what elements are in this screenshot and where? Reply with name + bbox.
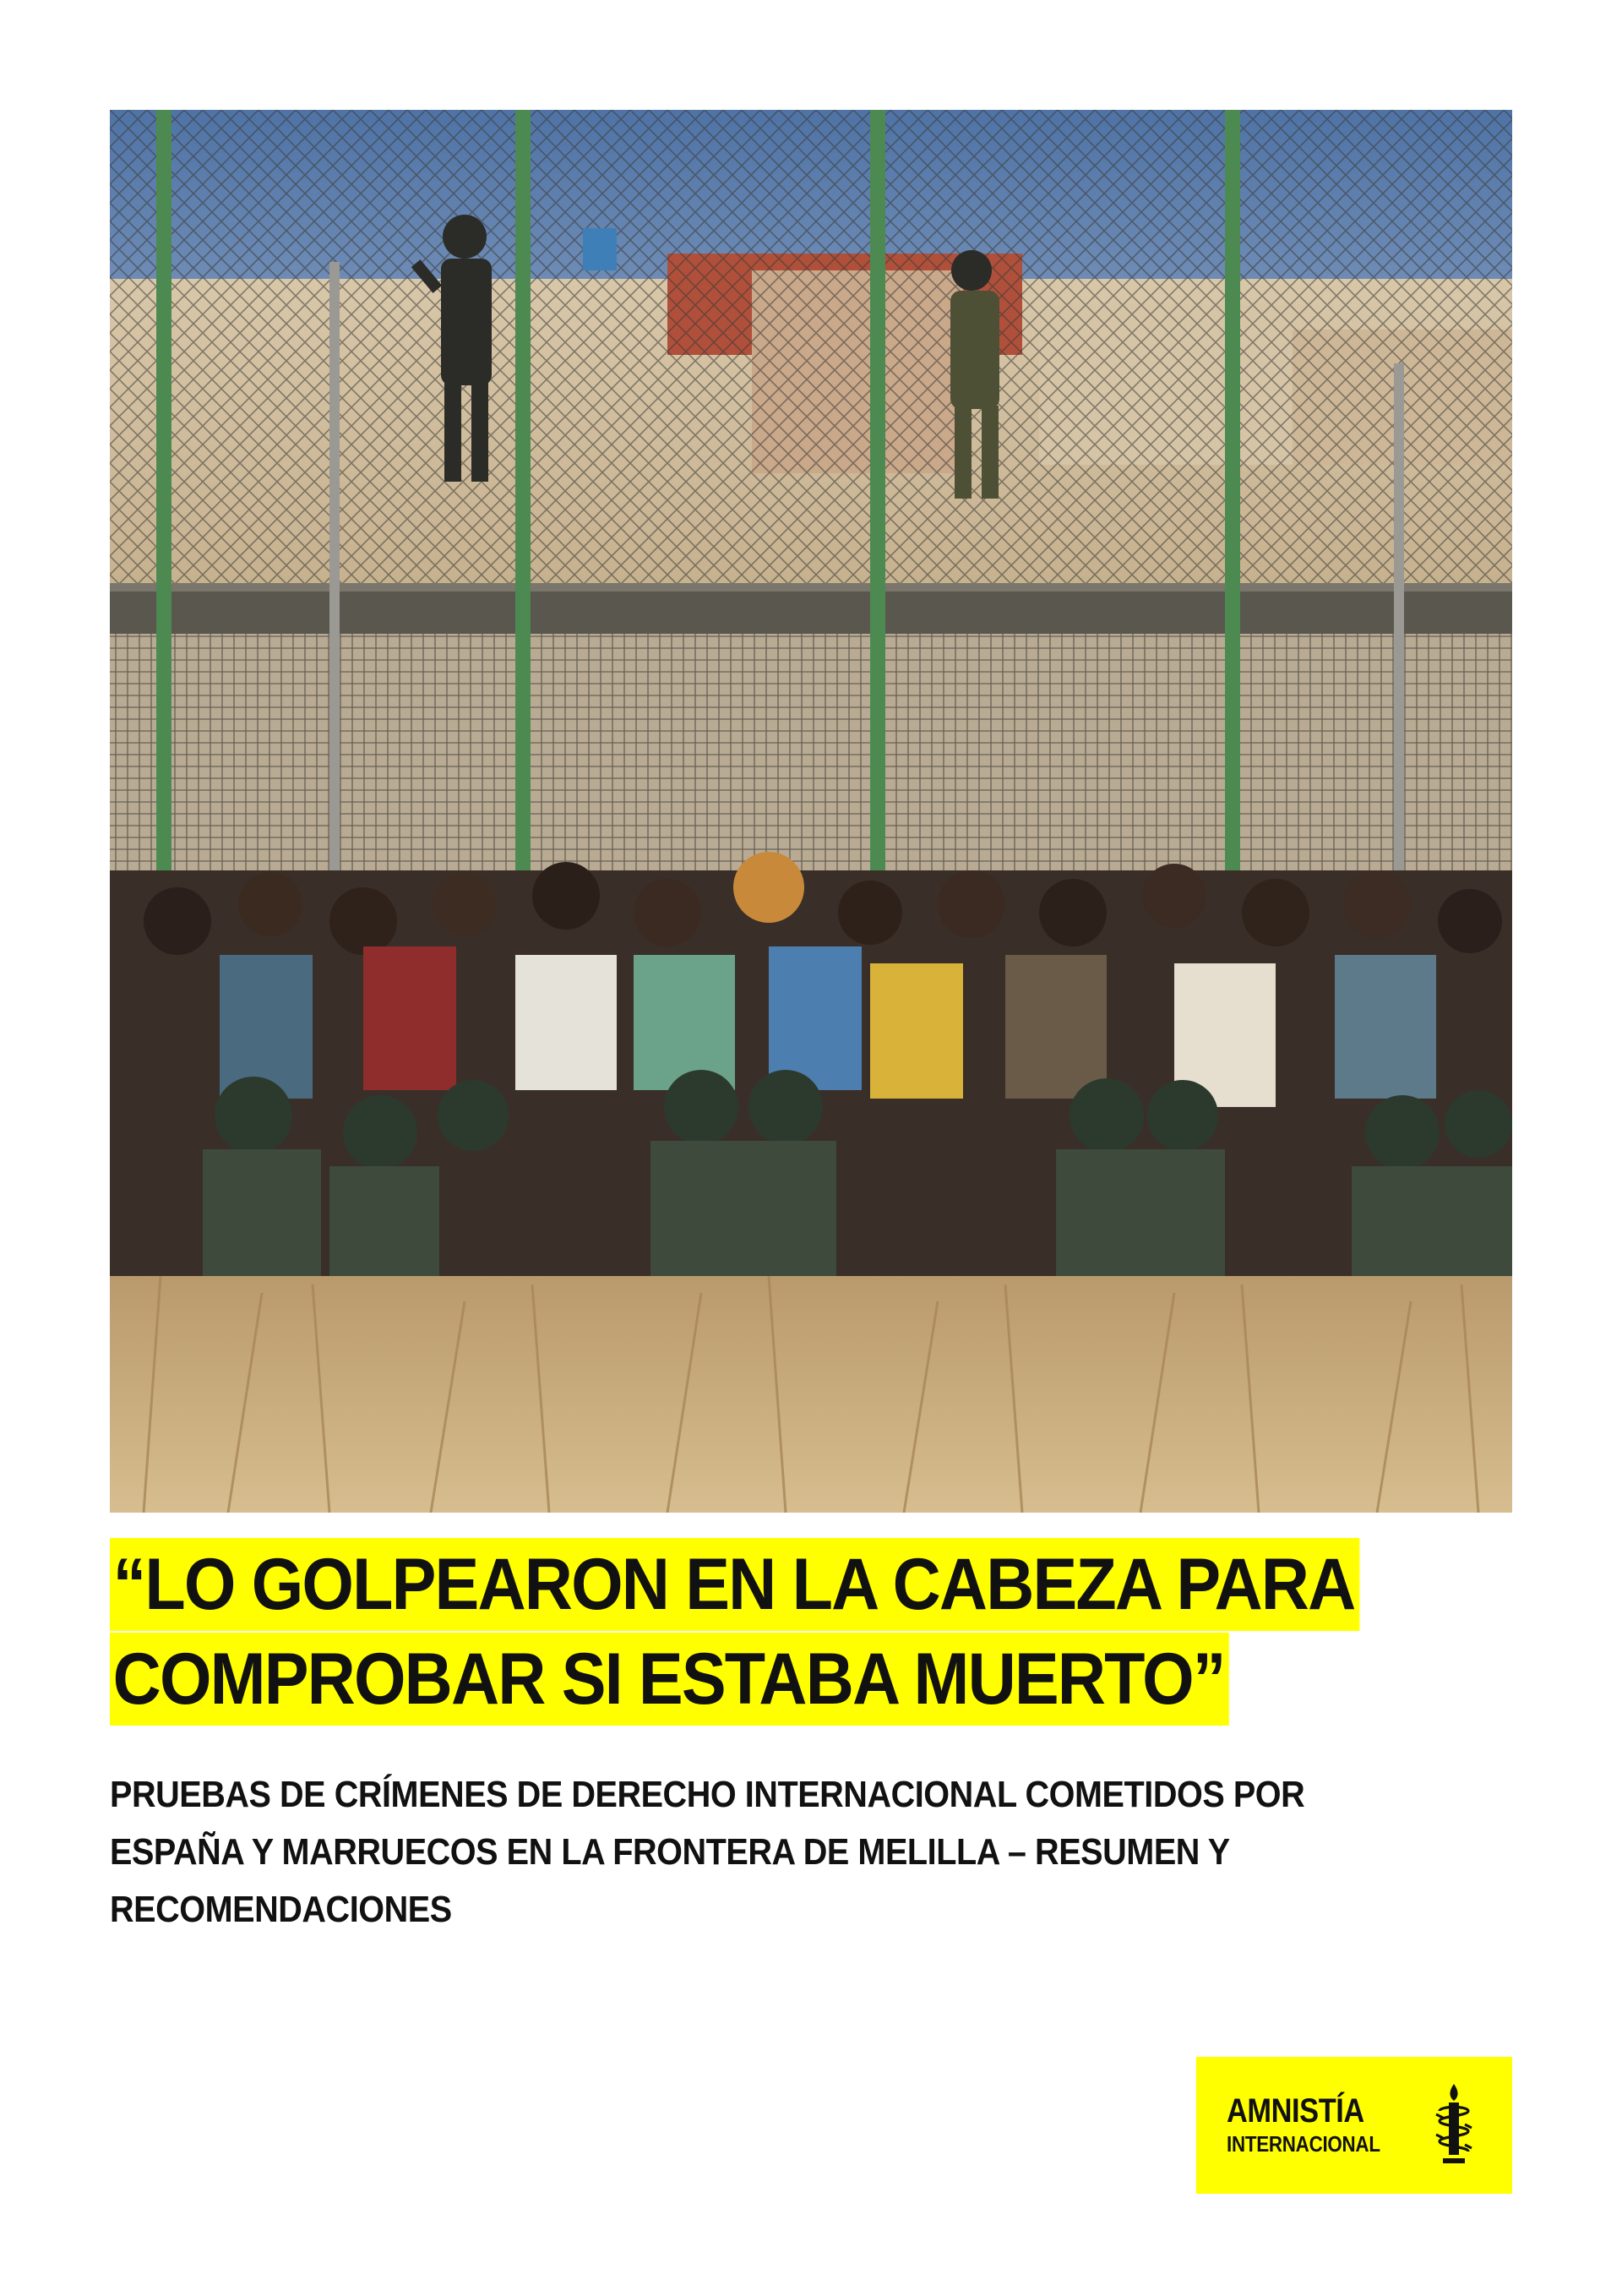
report-title-line-1: “LO GOLPEARON EN LA CABEZA PARA <box>110 1538 1359 1631</box>
logo-wordmark <box>1227 2092 1405 2158</box>
report-title <box>110 1538 1512 1727</box>
report-title-line-2: COMPROBAR SI ESTABA MUERTO” <box>110 1633 1229 1726</box>
report-subtitle-line-2: ESPAÑA Y MARRUECOS EN LA FRONTERA DE MELILLA – RESUMEN Y <box>110 1831 1230 1873</box>
border-fence-crowd-photo <box>110 110 1512 1513</box>
amnesty-logo <box>1196 2057 1512 2194</box>
report-subtitle-line-3: RECOMENDACIONES <box>110 1889 452 1930</box>
report-subtitle <box>110 1766 1478 1939</box>
logo-line-1: AMNISTÍA <box>1227 2092 1364 2130</box>
report-subtitle-line-1: PRUEBAS DE CRÍMENES DE DERECHO INTERNACIONAL COMETIDOS POR <box>110 1774 1305 1815</box>
candle-barbed-wire-icon <box>1424 2081 1483 2172</box>
cover-photo <box>110 110 1512 1513</box>
logo-line-2: INTERNACIONAL <box>1227 2131 1380 2157</box>
